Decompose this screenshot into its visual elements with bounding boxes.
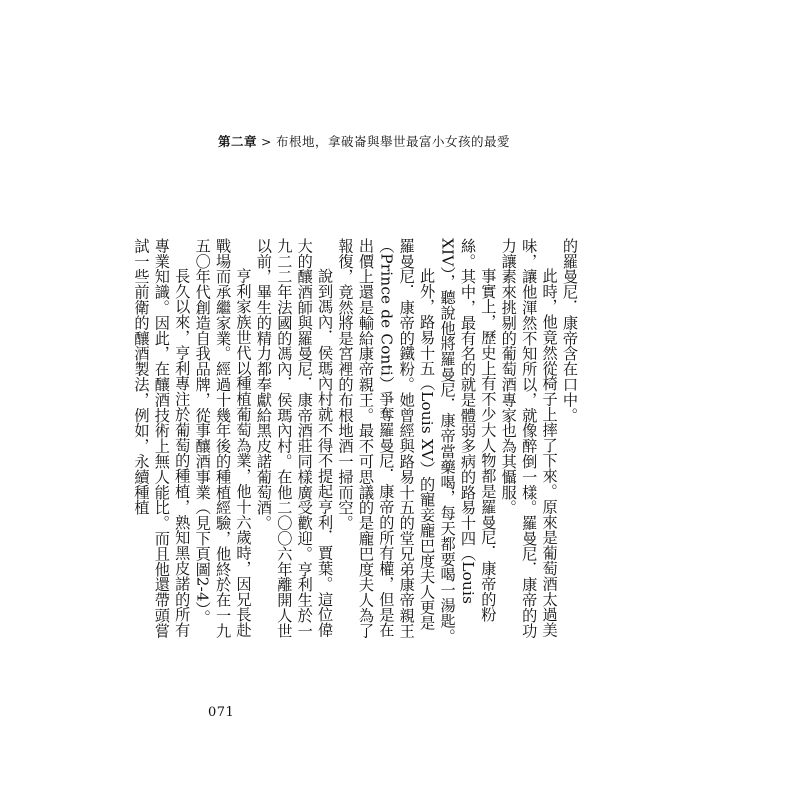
paragraph: 說到馮內．侯瑪內村就不得不提起亨利．賈葉。這位偉大的釀酒師與羅曼尼．康帝酒莊同樣廣受歡迎。亨利生於一九二二年法國的馮內．侯瑪內村。在他二〇〇六年離開人世以前，畢生的精力都奉獻給黑皮諾葡萄酒。 — [254, 238, 335, 639]
paragraph: 亨利家族世代以種植葡萄為業，他十六歲時，因兄長赴戰場而承繼家業。經過十幾年後的種植經驗，他終於在一九五〇年代創造自我品牌，從事釀酒事業（見下頁圖2-4）。 — [193, 238, 253, 639]
body-text — [132, 238, 580, 646]
header-separator: > — [261, 134, 272, 149]
paragraph: 事實上，歷史上有不少大人物都是羅曼尼．康帝的粉絲。其中，最有名的就是體弱多病的路易十四（Louis XIV），聽說他將羅曼尼．康帝當藥喝，每天都要喝一湯匙。 — [438, 238, 498, 644]
page-number: 071 — [208, 705, 235, 720]
paragraph: 此外，路易十五（Louis XV）的寵妾龐巴度夫人更是羅曼尼．康帝的鐵粉。她曾經與路易十五的堂兄弟康帝親王（Prince de Conti）爭奪羅曼尼．康帝的所有權，但是在出價上還是輸給康帝親王。最不可思議的是龐巴度夫人為了報復，竟然將是宮裡的布根地酒一掃而空。 — [336, 238, 437, 639]
running-header — [218, 132, 510, 150]
paragraph: 此時，他竟然從椅子上摔了下來。原來是葡萄酒太過美味，讓他渾然不知所以，就像醉倒一樣。羅曼尼．康帝的功力讓素來挑剔的葡萄酒專家也為其懾服。 — [499, 238, 559, 639]
paragraph: 長久以來，亨利專注於葡萄的種植，熟知黑皮諾的所有專業知識。因此，在釀酒技術上無人能比。而且他還帶頭嘗試一些前衛的釀酒製法，例如，永續種植 — [132, 238, 192, 639]
chapter-label: 第二章 — [218, 134, 258, 149]
paragraph: 的羅曼尼．康帝含在口中。 — [561, 238, 579, 423]
chapter-title: 布根地，拿破崙與舉世最富小女孩的最愛 — [276, 134, 511, 149]
